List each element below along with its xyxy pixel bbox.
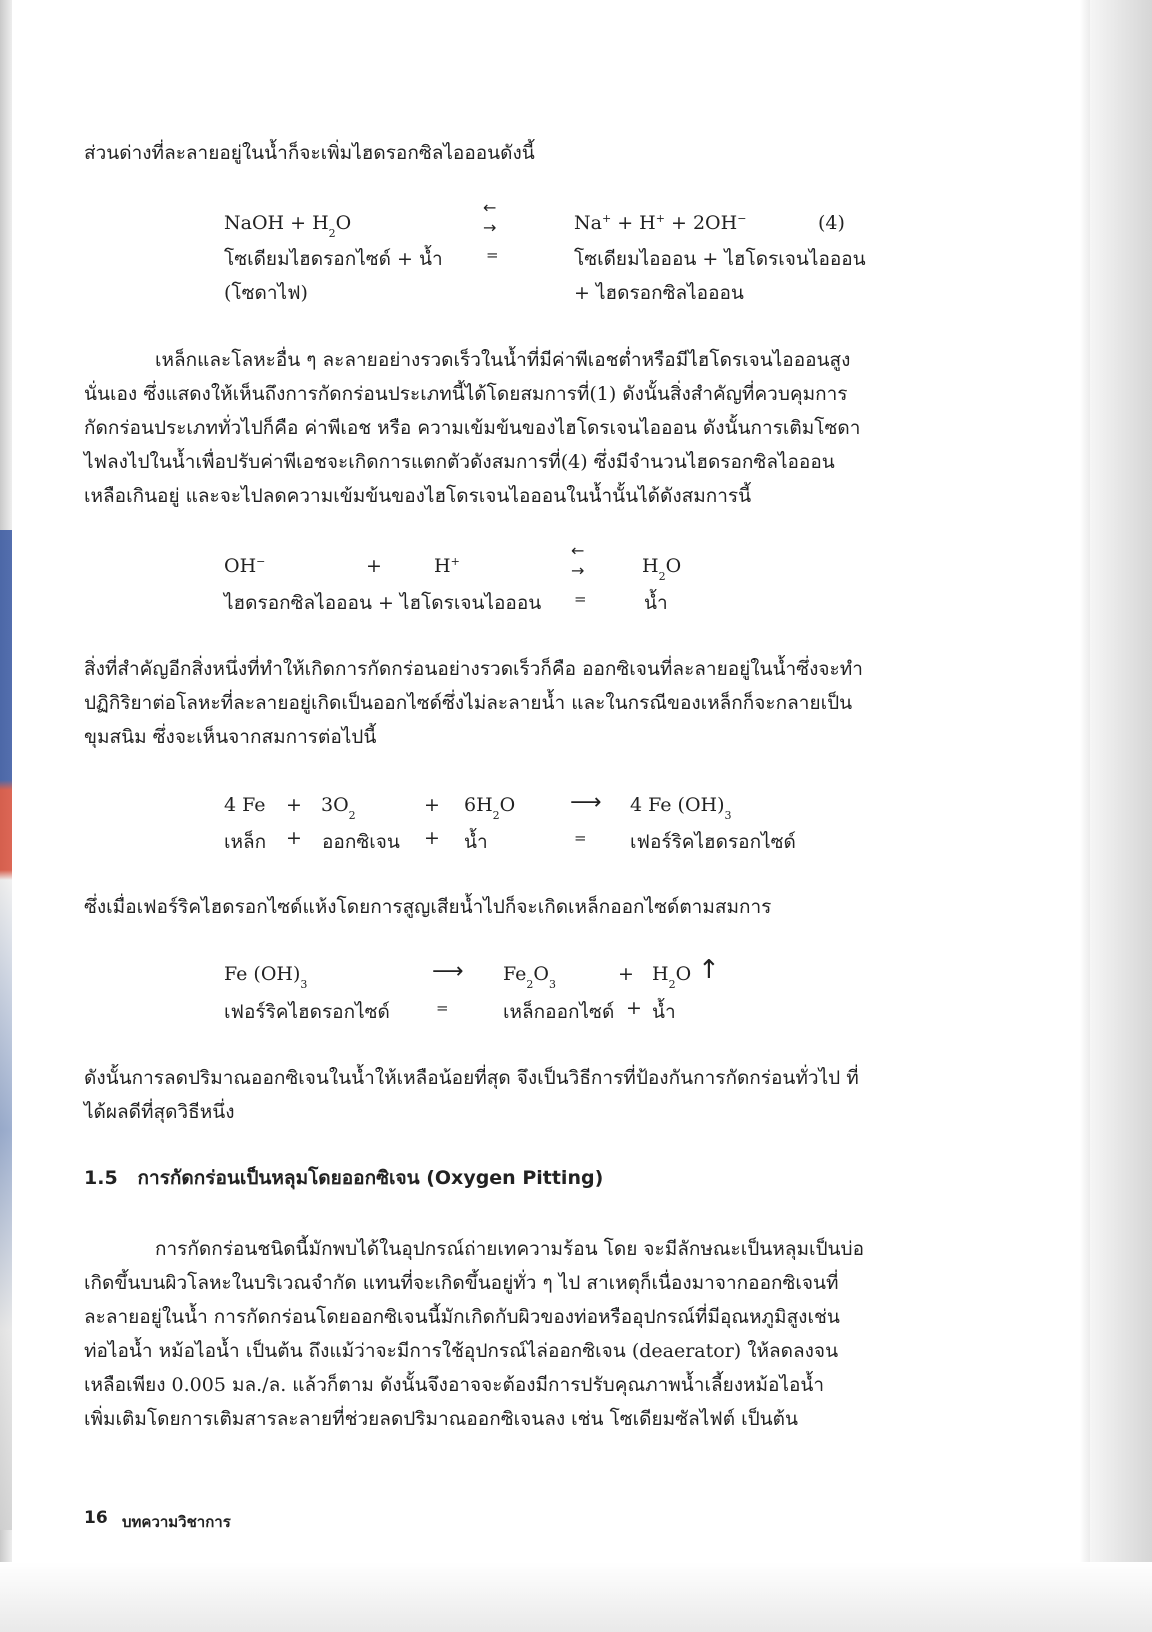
reaction-arrow-icon: ⟶ <box>570 790 602 815</box>
equation-plus: + <box>286 794 302 816</box>
equilibrium-arrow-icon: ← → <box>571 541 585 580</box>
paragraph-line: ท่อไอน้ำ หม้อไอน้ำ เป็นต้น ถึงแม้ว่าจะมีการใช้อุปกรณ์ไล่ออกซิเจน (deaerator) ให้ลดลงจน <box>84 1340 839 1362</box>
equation-term: $6H_2O$ <box>464 794 516 822</box>
equation-term: 4 Fe <box>224 794 266 816</box>
paragraph-line: ละลายอยู่ในน้ำ การกัดกร่อนโดยออกซิเจนนี้มักเกิดกับผิวของท่อหรืออุปกรณ์ที่มีอุณหภูมิสูงเช่น <box>84 1306 840 1328</box>
equation-number: (4) <box>818 212 845 234</box>
page-number: 16 <box>84 1508 108 1528</box>
equation-term: $3O_2$ <box>321 794 356 822</box>
paragraph-line: เพิ่มเติมโดยการเติมสารละลายที่ช่วยลดปริมาณออกซิเจนลง เช่น โซเดียมซัลไฟต์ เป็นต้น <box>84 1408 798 1430</box>
equation-plus: + <box>626 997 642 1019</box>
equation-naoh-left-label: โซเดียมไฮดรอกไซด์ + น้ำ <box>224 248 443 270</box>
paragraph-intro: ส่วนด่างที่ละลายอยู่ในน้ำก็จะเพิ่มไฮดรอกซิลไอออนดังนี้ <box>84 142 535 164</box>
equation-naoh-left-note: (โซดาไฟ) <box>224 282 308 304</box>
equation-label: เฟอร์ริคไฮดรอกไซด์ <box>224 1001 390 1023</box>
equation-water-plus: + <box>366 555 382 577</box>
equation-water-product: $H_2O$ <box>642 555 682 583</box>
gas-up-arrow-icon: ↑ <box>698 955 720 985</box>
paragraph-line: เหลือเกินอยู่ และจะไปลดความเข้มข้นของไฮโดรเจนไอออนในน้ำนั้นได้ดังสมการนี้ <box>84 485 752 507</box>
equation-equals: = <box>574 829 587 847</box>
footer-label: บทความวิชาการ <box>122 1513 231 1531</box>
paragraph-line: ดังนั้นการลดปริมาณออกซิเจนในน้ำให้เหลือน้อยที่สุด จึงเป็นวิธีการที่ป้องกันการกัดกร่อนทั่วไป ที่ <box>84 1067 859 1089</box>
equation-term: 4 Fe $(OH)_3$ <box>630 794 732 822</box>
equation-label: น้ำ <box>652 1001 676 1023</box>
paragraph-line: เหล็กและโลหะอื่น ๆ ละลายอย่างรวดเร็วในน้ำที่มีค่าพีเอชต่ำหรือมีไฮโดรเจนไอออนสูง <box>155 349 851 371</box>
equation-equals: = <box>486 246 499 264</box>
equation-naoh-right: Na+ + H+ + 2OH− <box>574 212 747 234</box>
equation-plus: + <box>618 963 634 985</box>
equation-water-left-label: ไฮดรอกซิลไอออน + ไฮโดรเจนไอออน <box>224 592 542 614</box>
equation-term: $Fe_2O_3$ <box>503 963 556 991</box>
equation-equals: = <box>436 999 449 1017</box>
equation-equals: = <box>574 590 587 608</box>
equation-label: น้ำ <box>464 831 488 853</box>
equation-term: Fe $(OH)_3$ <box>224 963 308 991</box>
paragraph-line: การกัดกร่อนชนิดนี้มักพบได้ในอุปกรณ์ถ่ายเทความร้อน โดย จะมีลักษณะเป็นหลุมเป็นบ่อ <box>155 1238 864 1260</box>
equilibrium-arrow-icon: ← → <box>483 198 497 237</box>
equation-naoh-left: NaOH + $H_2O$ <box>224 212 352 240</box>
page-right-shadow <box>1090 0 1152 1632</box>
paragraph-line: เกิดขึ้นบนผิวโลหะในบริเวณจำกัด แทนที่จะเกิดขึ้นอยู่ทั่ว ๆ ไป สาเหตุก็เนื่องมาจากออกซิเจนที่ <box>84 1272 839 1294</box>
equation-label: เหล็ก <box>224 831 267 853</box>
paragraph-line: ปฏิกิริยาต่อโลหะที่ละลายอยู่เกิดเป็นออกไซด์ซึ่งไม่ละลายน้ำ และในกรณีของเหล็กก็จะกลายเป็น <box>84 692 853 714</box>
paragraph-line: ขุมสนิม ซึ่งจะเห็นจากสมการต่อไปนี้ <box>84 726 377 748</box>
equation-label: ออกซิเจน <box>322 831 400 853</box>
equation-term: $H_2O$ <box>652 963 692 991</box>
equation-water-right-label: น้ำ <box>644 592 668 614</box>
equation-label: เฟอร์ริคไฮดรอกไซด์ <box>630 831 796 853</box>
section-heading <box>84 1163 603 1193</box>
paragraph-line: นั่นเอง ซึ่งแสดงให้เห็นถึงการกัดกร่อนประเภทนี้ได้โดยสมการที่(1) ดังนั้นสิ่งสำคัญที่ควบคุมการ <box>84 383 848 405</box>
paragraph-line: เหลือเพียง 0.005 มล./ล. แล้วก็ตาม ดังนั้นจึงอาจจะต้องมีการปรับคุณภาพน้ำเลี้ยงหม้อไอน้ำ <box>84 1374 825 1396</box>
paragraph-line: สิ่งที่สำคัญอีกสิ่งหนึ่งที่ทำให้เกิดการกัดกร่อนอย่างรวดเร็วก็คือ ออกซิเจนที่ละลายอยู่ในน้ำซึ่งจะทำ <box>84 658 863 680</box>
equation-naoh-right-label-2: + ไฮดรอกซิลไอออน <box>574 282 744 304</box>
page-fold-shadow <box>1080 0 1090 1632</box>
paragraph-dehydration: ซึ่งเมื่อเฟอร์ริคไฮดรอกไซด์แห้งโดยการสูญเสียน้ำไปก็จะเกิดเหล็กออกไซด์ตามสมการ <box>84 896 772 918</box>
reaction-arrow-icon: ⟶ <box>432 959 464 984</box>
equation-water-oh: OH− <box>224 555 266 577</box>
equation-label: เหล็กออกไซด์ <box>503 1001 615 1023</box>
page-bottom-shadow <box>0 1562 1152 1632</box>
section-number: 1.5 <box>84 1167 118 1189</box>
equation-plus: + <box>424 794 440 816</box>
paragraph-line: ไฟลงไปในน้ำเพื่อปรับค่าพีเอชจะเกิดการแตกตัวดังสมการที่(4) ซึ่งมีจำนวนไฮดรอกซิลไอออน <box>84 451 835 473</box>
equation-plus: + <box>424 827 440 849</box>
paragraph-line: กัดกร่อนประเภททั่วไปก็คือ ค่าพีเอช หรือ ความเข้มข้นของไฮโดรเจนไอออน ดังนั้นการเติมโซดา <box>84 417 861 439</box>
equation-water-h: H+ <box>434 555 460 577</box>
equation-plus: + <box>286 827 302 849</box>
section-title: การกัดกร่อนเป็นหลุมโดยออกซิเจน (Oxygen Pitting) <box>137 1167 604 1189</box>
equation-naoh-right-label: โซเดียมไอออน + ไฮโดรเจนไอออน <box>574 248 866 270</box>
page-edge-color-strip <box>0 530 12 1530</box>
paragraph-line: ได้ผลดีที่สุดวิธีหนึ่ง <box>84 1101 235 1123</box>
